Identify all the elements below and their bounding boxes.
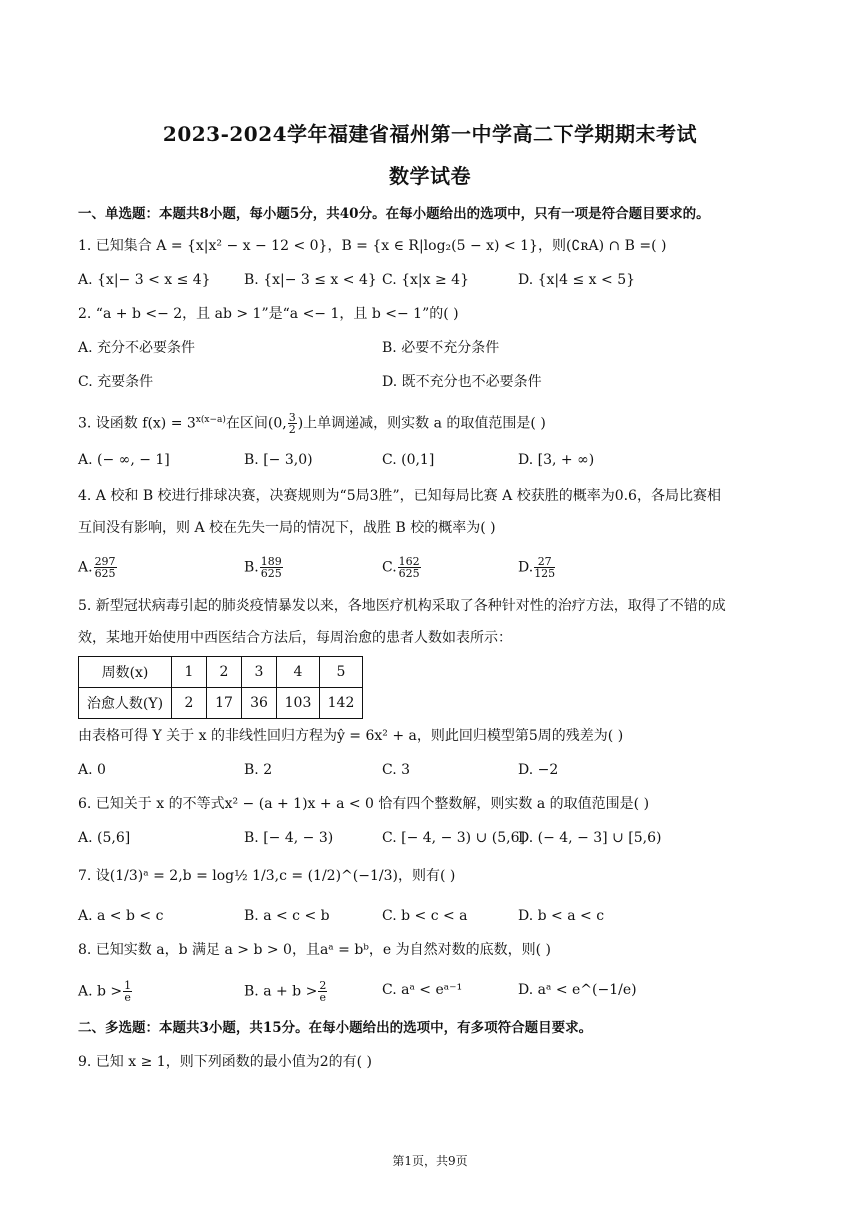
q3-stem-mid: 在区间(0, <box>225 415 287 432</box>
q4-option-b <box>244 556 284 579</box>
q5-option-b: B. 2 <box>244 762 273 778</box>
question-5-line-2: 效，某地开始使用中西医结合方法后，每周治愈的患者人数如表所示： <box>78 630 512 646</box>
question-6-stem: 6. 已知关于 x 的不等式x² − (a + 1)x + a < 0 恰有四个整数解，则实数 a 的取值范围是( ) <box>78 796 650 812</box>
table-cell: 5 <box>320 657 363 688</box>
q4-option-b-fraction <box>260 556 283 579</box>
q4-option-d-fraction <box>534 556 555 579</box>
q4-b-den: 625 <box>260 567 282 580</box>
q8-a-num: 1 <box>124 979 132 992</box>
q4-option-c <box>382 556 422 579</box>
question-7-stem: 7. 设(1/3)ᵃ = 2,b = log½ 1/3,c = (1/2)^(−1/3)，则有( ) <box>78 868 456 884</box>
q4-c-num: 162 <box>398 555 420 568</box>
q4-d-den: 125 <box>534 567 556 580</box>
q3-option-c: C. (0,1] <box>382 452 435 468</box>
table-cell: 周数(x) <box>79 657 172 688</box>
q3-frac-den: 2 <box>288 423 296 437</box>
q8-option-b-fraction <box>318 980 327 1003</box>
table-cell: 17 <box>207 688 242 719</box>
question-5-line-3: 由表格可得 Y 关于 x 的非线性回归方程为ŷ = 6x² + a，则此回归模型第5周的残差为( ) <box>78 728 624 744</box>
table-cell: 2 <box>207 657 242 688</box>
q8-option-b-label: B. a + b > <box>244 983 318 1000</box>
q6-option-a: A. (5,6] <box>78 830 131 846</box>
question-9-stem: 9. 已知 x ≥ 1，则下列函数的最小值为2的有( ) <box>78 1054 372 1070</box>
q4-option-a-label: A. <box>78 559 93 576</box>
table-cell: 治愈人数(Y) <box>79 688 172 719</box>
q4-c-den: 625 <box>398 567 420 580</box>
q1-option-d: D. {x|4 ≤ x < 5} <box>518 272 636 288</box>
question-4-line-1: 4. A 校和 B 校进行排球决赛，决赛规则为“5局3胜”，已知每局比赛 A 校获胜的概率为0.6，各局比赛相 <box>78 488 721 504</box>
q2-option-c: C. 充要条件 <box>78 374 154 390</box>
question-2-stem: 2. “a + b <− 2，且 ab > 1”是“a <− 1，且 b <− 1”的( ) <box>78 306 459 322</box>
q4-option-a-fraction <box>94 556 117 579</box>
q3-fraction <box>288 412 297 435</box>
q4-a-num: 297 <box>94 555 116 568</box>
table-row <box>79 657 363 688</box>
table-cell: 103 <box>277 688 320 719</box>
table-cell: 142 <box>320 688 363 719</box>
q7-option-b: B. a < c < b <box>244 908 330 924</box>
q6-option-d: D. (− 4, − 3] ∪ [5,6) <box>518 830 662 846</box>
question-3-stem <box>78 410 546 435</box>
q5-option-a: A. 0 <box>78 762 106 778</box>
q8-b-num: 2 <box>319 979 327 992</box>
exam-subtitle: 数学试卷 <box>389 164 471 188</box>
table-cell: 3 <box>242 657 277 688</box>
q4-option-d-label: D. <box>518 559 534 576</box>
q5-option-c: C. 3 <box>382 762 411 778</box>
q8-option-b <box>244 980 328 1003</box>
table-cell: 2 <box>172 688 207 719</box>
cure-data-table <box>78 656 363 719</box>
q8-a-den: e <box>124 991 131 1004</box>
q8-b-den: e <box>319 991 327 1004</box>
q4-option-b-label: B. <box>244 559 259 576</box>
q3-option-b: B. [− 3,0) <box>244 452 313 468</box>
q3-stem-pre: 3. 设函数 f(x) = 3 <box>78 415 196 432</box>
table-cell: 1 <box>172 657 207 688</box>
table-cell: 4 <box>277 657 320 688</box>
q3-option-d: D. [3, + ∞) <box>518 452 595 468</box>
q8-option-d: D. aᵃ < e^(−1/e) <box>518 982 637 998</box>
q4-option-a <box>78 556 118 579</box>
question-5-line-1: 5. 新型冠状病毒引起的肺炎疫情暴发以来，各地医疗机构采取了各种针对性的治疗方法，取得了不错的成 <box>78 598 726 614</box>
q4-d-num: 27 <box>534 556 555 568</box>
q2-option-d: D. 既不充分也不必要条件 <box>382 374 542 390</box>
section-header-single-choice: 一、单选题：本题共8小题，每小题5分，共40分。在每小题给出的选项中，只有一项是符合题目要求的。 <box>78 206 710 222</box>
section-header-multi-choice: 二、多选题：本题共3小题，共15分。在每小题给出的选项中，有多项符合题目要求。 <box>78 1020 593 1036</box>
q3-exponent: x(x−a) <box>195 415 226 425</box>
q4-option-c-fraction <box>398 556 421 579</box>
question-8-stem: 8. 已知实数 a，b 满足 a > b > 0，且aᵃ = bᵇ，e 为自然对数的底数，则( ) <box>78 942 551 958</box>
table-row <box>79 688 363 719</box>
q3-stem-post: )上单调递减，则实数 a 的取值范围是( ) <box>297 415 546 432</box>
q2-option-b: B. 必要不充分条件 <box>382 340 500 356</box>
q1-option-c: C. {x|x ≥ 4} <box>382 272 469 288</box>
page-footer: 第1页，共9页 <box>392 1154 468 1168</box>
exam-title: 2023-2024学年福建省福州第一中学高二下学期期末考试 <box>162 122 698 146</box>
q4-option-d <box>518 556 556 579</box>
q7-option-c: C. b < c < a <box>382 908 468 924</box>
q4-option-c-label: C. <box>382 559 397 576</box>
q8-option-a-fraction <box>123 980 132 1003</box>
question-4-line-2: 互间没有影响，则 A 校在先失一局的情况下，战胜 B 校的概率为( ) <box>78 520 496 536</box>
q6-option-c: C. [− 4, − 3) ∪ (5,6] <box>382 830 525 846</box>
q8-option-c: C. aᵃ < eᵃ⁻¹ <box>382 982 463 998</box>
question-1-stem: 1. 已知集合 A = {x|x² − x − 12 < 0}，B = {x ∈ R|log₂(5 − x) < 1}，则(∁ʀA) ∩ B =( ) <box>78 238 667 254</box>
q7-option-a: A. a < b < c <box>78 908 164 924</box>
q4-a-den: 625 <box>94 567 116 580</box>
q5-option-d: D. −2 <box>518 762 559 778</box>
q2-option-a: A. 充分不必要条件 <box>78 340 196 356</box>
q6-option-b: B. [− 4, − 3) <box>244 830 334 846</box>
q1-option-a: A. {x|− 3 < x ≤ 4} <box>78 272 211 288</box>
q3-option-a: A. (− ∞, − 1] <box>78 452 170 468</box>
q1-option-b: B. {x|− 3 ≤ x < 4} <box>244 272 377 288</box>
q4-b-num: 189 <box>260 555 282 568</box>
q3-frac-num: 3 <box>288 411 296 425</box>
q8-option-a-label: A. b > <box>78 983 123 1000</box>
q7-option-d: D. b < a < c <box>518 908 605 924</box>
q8-option-a <box>78 980 133 1003</box>
table-cell: 36 <box>242 688 277 719</box>
